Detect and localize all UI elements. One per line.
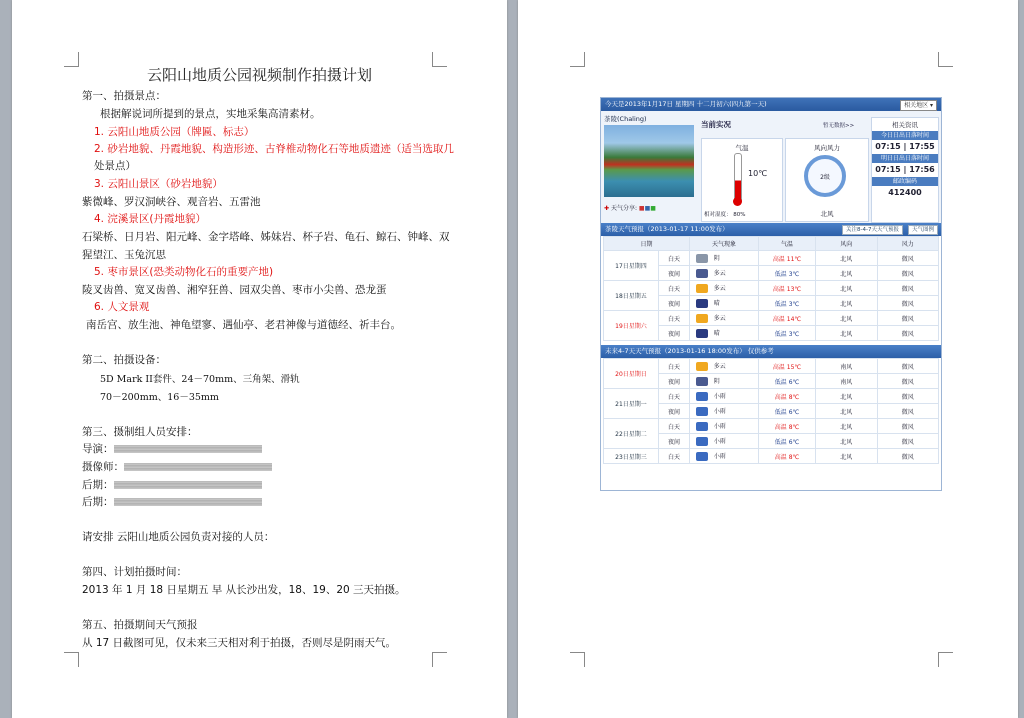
condition: 晴 bbox=[713, 330, 720, 337]
cloudy-night-icon bbox=[696, 269, 708, 278]
section-1-intro: 根据解说词所提到的景点，实地采集高清素材。 bbox=[100, 108, 321, 120]
document-page-2 bbox=[518, 0, 1018, 718]
redacted-name bbox=[124, 463, 272, 471]
staff-label: 后期： bbox=[82, 496, 114, 508]
redacted-name bbox=[114, 445, 262, 453]
condition: 晴 bbox=[713, 300, 720, 307]
temperature: 15℃ bbox=[786, 363, 802, 371]
wind-force: 微风 bbox=[877, 266, 939, 281]
table-row bbox=[604, 419, 939, 434]
temperature: 3℃ bbox=[788, 300, 800, 308]
wind-direction: 北风 bbox=[816, 311, 878, 326]
wind-direction: 北风 bbox=[816, 251, 878, 266]
forecast-table bbox=[603, 236, 939, 341]
wind-force: 微风 bbox=[877, 434, 939, 449]
condition: 多云 bbox=[713, 270, 726, 277]
staff-post-1 bbox=[82, 477, 262, 492]
moon-icon bbox=[696, 329, 708, 338]
current-panel bbox=[601, 111, 941, 223]
wind-force: 微风 bbox=[877, 251, 939, 266]
share-row: ✚ 天气分享: ■■■ bbox=[604, 205, 656, 212]
scene-item-3-sites: 紫微峰、罗汉洞峡谷、观音岩、五雷池 bbox=[82, 196, 261, 208]
related-area-select[interactable]: 相关地区 ▾ bbox=[900, 100, 937, 111]
col-wind-dir: 风向 bbox=[816, 237, 878, 251]
postcode-label: 邮政编码 bbox=[872, 177, 938, 186]
forecast-header bbox=[601, 223, 941, 236]
period: 夜间 bbox=[659, 326, 690, 341]
rain-icon bbox=[696, 437, 708, 446]
temp-label: 高温 bbox=[774, 393, 787, 401]
temperature: 8℃ bbox=[788, 453, 800, 461]
staff-post-2 bbox=[82, 494, 262, 509]
wind-force: 微风 bbox=[877, 311, 939, 326]
scene-item-2: 2. 砂岩地貌、丹霞地貌、构造形迹、古脊椎动物化石等地质遗迹（适当选取几 bbox=[94, 143, 454, 155]
section-4-text: 2013 年 1 月 18 日星期五 早 从长沙出发，18、19、20 三天拍摄。 bbox=[82, 584, 406, 596]
temperature: 3℃ bbox=[788, 270, 800, 278]
humidity: 相对湿度： 80% bbox=[704, 212, 746, 218]
wind-label: 风向风力 bbox=[814, 144, 840, 152]
temp-label: 高温 bbox=[772, 315, 785, 323]
period: 夜间 bbox=[659, 296, 690, 311]
date-text: 今天是2013年1月17日 星期四 十二月初六(四九第一天) bbox=[605, 100, 767, 108]
update-link[interactable]: 暂无数据>> bbox=[823, 123, 855, 129]
condition: 阴 bbox=[713, 255, 720, 262]
section-4-heading: 第四、计划拍摄时间： bbox=[82, 566, 187, 578]
day-date: 23日星期三 bbox=[604, 449, 659, 464]
scene-item-5-sites: 陵叉齿兽、宽叉齿兽、湘窄狂兽、园双尖兽、枣市小尖兽、恐龙蛋 bbox=[82, 284, 387, 296]
wind-direction: 南风 bbox=[816, 359, 878, 374]
postcode-value: 412400 bbox=[888, 188, 922, 197]
partly-sunny-icon bbox=[696, 284, 708, 293]
wind-direction: 北风 bbox=[816, 281, 878, 296]
table-row bbox=[604, 251, 939, 266]
scene-item-4-sites-cont: 猩望江、玉兔沉思 bbox=[82, 249, 166, 261]
thermometer-bulb bbox=[733, 197, 742, 206]
future-forecast-table bbox=[603, 358, 939, 464]
scene-item-4: 4. 浣溪景区(丹霞地貌） bbox=[94, 213, 206, 225]
section-2-heading: 第二、拍摄设备： bbox=[82, 354, 166, 366]
thermometer-icon bbox=[734, 153, 742, 203]
temp-label: 高温 bbox=[774, 423, 787, 431]
temperature-card bbox=[701, 138, 783, 222]
temperature: 14℃ bbox=[786, 315, 802, 323]
crop-mark bbox=[570, 652, 585, 667]
crop-mark bbox=[570, 52, 585, 67]
col-temp: 气温 bbox=[759, 237, 816, 251]
scene-item-6-sites: 南岳宫、放生池、神龟望寥、遇仙亭、老君神像与道德经、祈丰台。 bbox=[86, 319, 401, 331]
scenery-photo bbox=[604, 125, 694, 197]
share-label: 天气分享: bbox=[610, 205, 637, 212]
equipment-line-2: 70－200mm、16－35mm bbox=[100, 392, 219, 403]
redacted-name bbox=[114, 481, 262, 489]
scene-item-3: 3. 云阳山景区（砂岩地貌） bbox=[94, 178, 223, 190]
wind-direction: 北风 bbox=[816, 266, 878, 281]
tomorrow-sun-times: 07:15 | 17:56 bbox=[875, 165, 935, 174]
partly-sunny-icon bbox=[696, 314, 708, 323]
info-title: 相关资讯 bbox=[892, 121, 918, 129]
crop-mark bbox=[938, 652, 953, 667]
wind-force: 微风 bbox=[877, 296, 939, 311]
day-date: 19日星期六 bbox=[604, 311, 659, 341]
contact-note: 请安排 云阳山地质公园负责对接的人员： bbox=[82, 531, 275, 543]
wind-force: 微风 bbox=[877, 326, 939, 341]
staff-label: 导演： bbox=[82, 443, 114, 455]
staff-label: 后期： bbox=[82, 479, 114, 491]
wind-direction: 北风 bbox=[816, 434, 878, 449]
period: 白天 bbox=[659, 419, 690, 434]
rain-icon bbox=[696, 407, 708, 416]
wind-direction: 北风 bbox=[816, 449, 878, 464]
staff-label: 摄像师： bbox=[82, 461, 124, 473]
table-row bbox=[604, 389, 939, 404]
staff-camera bbox=[82, 459, 272, 474]
equipment-line-1: 5D Mark II套件、24－70mm、三角架、滑轨 bbox=[100, 374, 300, 385]
col-weather: 天气现象 bbox=[690, 237, 759, 251]
today-sun-times: 07:15 | 17:55 bbox=[875, 142, 935, 151]
wind-force: 微风 bbox=[877, 449, 939, 464]
period: 白天 bbox=[659, 389, 690, 404]
current-title: 当前实况 bbox=[701, 120, 731, 129]
staff-director bbox=[82, 441, 262, 456]
temp-label: 高温 bbox=[772, 285, 785, 293]
day-date: 17日星期四 bbox=[604, 251, 659, 281]
temperature: 8℃ bbox=[788, 423, 800, 431]
moon-icon bbox=[696, 299, 708, 308]
wind-value: 2级 bbox=[820, 174, 830, 181]
scene-item-2-cont: 处景点） bbox=[94, 160, 136, 172]
today-sun-label: 今日日出日落时间 bbox=[872, 131, 938, 140]
temp-label: 低温 bbox=[774, 438, 787, 446]
rain-icon bbox=[696, 392, 708, 401]
day-date: 20日星期日 bbox=[604, 359, 659, 389]
temp-label: 低温 bbox=[774, 378, 787, 386]
wind-force: 微风 bbox=[877, 389, 939, 404]
temperature: 6℃ bbox=[788, 378, 800, 386]
day-date: 21日星期一 bbox=[604, 389, 659, 419]
crop-mark bbox=[432, 652, 447, 667]
document-title: 云阳山地质公园视频制作拍摄计划 bbox=[146, 66, 372, 84]
cloudy-icon bbox=[696, 254, 708, 263]
temp-value: 10℃ bbox=[748, 169, 768, 178]
wind-direction: 北风 bbox=[816, 389, 878, 404]
extended-forecast-button[interactable]: 关注8-4-7天天气预报 bbox=[842, 225, 903, 235]
temp-label: 低温 bbox=[774, 270, 787, 278]
document-page-1 bbox=[12, 0, 507, 718]
scene-item-4-sites: 石梁桥、日月岩、阳元峰、金字塔峰、姊妹岩、杯子岩、龟石、鲸石、钟峰、双 bbox=[82, 231, 450, 243]
condition: 多云 bbox=[713, 315, 726, 322]
condition: 小雨 bbox=[713, 438, 726, 445]
table-header-row bbox=[604, 237, 939, 251]
temp-label: 高温 bbox=[772, 363, 785, 371]
info-card bbox=[871, 117, 939, 223]
period: 夜间 bbox=[659, 266, 690, 281]
wind-direction: 北风 bbox=[816, 419, 878, 434]
temp-label: 低温 bbox=[774, 300, 787, 308]
crop-mark bbox=[938, 52, 953, 67]
condition: 小雨 bbox=[713, 393, 726, 400]
section-5-heading: 第五、拍摄期间天气预报 bbox=[82, 619, 198, 631]
wind-force: 微风 bbox=[877, 374, 939, 389]
table-row bbox=[604, 449, 939, 464]
date-bar bbox=[601, 98, 941, 111]
temperature: 3℃ bbox=[788, 330, 800, 338]
wind-force: 微风 bbox=[877, 281, 939, 296]
period: 白天 bbox=[659, 359, 690, 374]
temp-label: 高温 bbox=[772, 255, 785, 263]
rain-icon bbox=[696, 452, 708, 461]
period: 白天 bbox=[659, 281, 690, 296]
condition: 多云 bbox=[713, 363, 726, 370]
wind-direction: 北风 bbox=[816, 326, 878, 341]
period: 夜间 bbox=[659, 434, 690, 449]
col-wind-force: 风力 bbox=[877, 237, 939, 251]
scene-item-5: 5. 枣市景区(恐类动物化石的重要产地) bbox=[94, 266, 274, 278]
temperature: 11℃ bbox=[786, 255, 802, 263]
temp-label: 高温 bbox=[774, 453, 787, 461]
redacted-name bbox=[114, 498, 262, 506]
period: 夜间 bbox=[659, 374, 690, 389]
wind-force: 微风 bbox=[877, 419, 939, 434]
period: 白天 bbox=[659, 251, 690, 266]
section-5-text: 从 17 日截图可见，仅未来三天相对利于拍摄，否则尽是阴雨天气。 bbox=[82, 637, 397, 649]
wind-direction: 北风 bbox=[816, 404, 878, 419]
section-3-heading: 第三、摄制组人员安排： bbox=[82, 426, 198, 438]
crop-mark bbox=[64, 652, 79, 667]
period: 白天 bbox=[659, 311, 690, 326]
future-forecast-header bbox=[601, 345, 941, 358]
section-1-heading: 第一、拍摄景点： bbox=[82, 90, 166, 102]
period: 夜间 bbox=[659, 404, 690, 419]
legend-button[interactable]: 天气图例 bbox=[908, 225, 938, 235]
scene-item-6: 6. 人文景观 bbox=[94, 301, 150, 313]
temperature: 6℃ bbox=[788, 438, 800, 446]
rain-icon bbox=[696, 422, 708, 431]
condition: 小雨 bbox=[713, 408, 726, 415]
future-title: 未来4-7天天气预报（2013-01-16 18:00发布） 仅供参考 bbox=[605, 347, 774, 355]
wind-force: 微风 bbox=[877, 404, 939, 419]
wind-direction: 北风 bbox=[820, 210, 834, 218]
wind-direction: 北风 bbox=[816, 296, 878, 311]
temperature: 6℃ bbox=[788, 408, 800, 416]
weather-widget-screenshot bbox=[600, 97, 942, 491]
wind-direction: 南风 bbox=[816, 374, 878, 389]
col-date: 日期 bbox=[604, 237, 690, 251]
day-date: 22日星期二 bbox=[604, 419, 659, 449]
period: 白天 bbox=[659, 449, 690, 464]
day-date: 18日星期五 bbox=[604, 281, 659, 311]
wind-force: 微风 bbox=[877, 359, 939, 374]
cloudy-night-icon bbox=[696, 377, 708, 386]
condition: 小雨 bbox=[713, 423, 726, 430]
temp-label: 气温 bbox=[735, 144, 749, 152]
temperature: 8℃ bbox=[788, 393, 800, 401]
table-row bbox=[604, 281, 939, 296]
tomorrow-sun-label: 明日日出日落时间 bbox=[872, 154, 938, 163]
table-row bbox=[604, 311, 939, 326]
table-row bbox=[604, 359, 939, 374]
temp-label: 低温 bbox=[774, 330, 787, 338]
condition: 多云 bbox=[713, 285, 726, 292]
wind-card bbox=[785, 138, 869, 222]
condition: 小雨 bbox=[713, 453, 726, 460]
temperature: 13℃ bbox=[786, 285, 802, 293]
condition: 阴 bbox=[713, 378, 720, 385]
scene-item-1: 1. 云阳山地质公园（牌匾、标志） bbox=[94, 126, 255, 138]
forecast-title: 茶陵天气预报（2013-01-17 11:00发布） bbox=[605, 225, 729, 233]
temp-label: 低温 bbox=[774, 408, 787, 416]
city-name: 茶陵(Chaling) bbox=[604, 115, 647, 123]
select-label: 相关地区 bbox=[904, 102, 929, 109]
partly-sunny-icon bbox=[696, 362, 708, 371]
